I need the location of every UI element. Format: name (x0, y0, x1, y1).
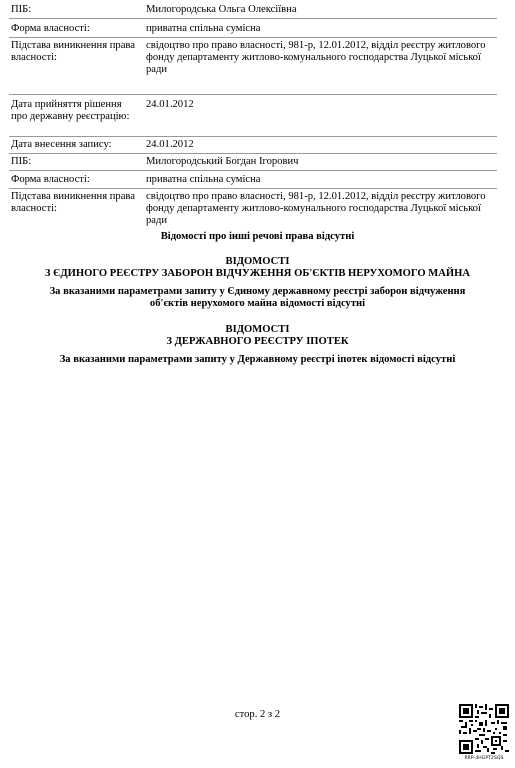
divider (9, 37, 497, 38)
owner1-form-value: приватна спільна сумісна (146, 23, 261, 34)
owner2-pib-label: ПІБ: (11, 156, 32, 167)
entry-date-label: Дата внесення запису: (11, 139, 112, 150)
entry-date-value: 24.01.2012 (146, 139, 194, 150)
bans-section-title-1: ВІДОМОСТІ (225, 256, 290, 267)
page-number: стор. 2 з 2 (234, 709, 281, 720)
owner1-basis-label: Підстава виникнення права власності: (11, 40, 135, 63)
decision-date-value: 24.01.2012 (146, 99, 194, 110)
decision-date-label: Дата прийняття рішення про державну реєстрацію: (11, 99, 130, 122)
divider (9, 136, 497, 137)
owner2-basis-value: свідоцтво про право власності, 981-р, 12.01.2012, відділ реєстру житлового фонду департаменту житлово-комунального господарства Луцької міської ради (146, 191, 486, 226)
mortgages-section-title-1: ВІДОМОСТІ (225, 324, 290, 335)
bans-message-1: За вказаними параметрами запиту у Єдиному державному реєстрі заборон відчуження (49, 286, 466, 297)
bans-message-2: об'єктів нерухомого майна відомості відсутні (149, 298, 366, 309)
owner2-basis-label: Підстава виникнення права власності: (11, 191, 135, 214)
mortgages-section-title-2: З ДЕРЖАВНОГО РЕЄСТРУ ІПОТЕК (166, 336, 349, 347)
divider (9, 188, 497, 189)
owner2-form-value: приватна спільна сумісна (146, 174, 261, 185)
divider (9, 94, 497, 95)
owner1-pib-label: ПІБ: (11, 4, 32, 15)
owner2-form-label: Форма власності: (11, 174, 90, 185)
owner1-basis-value: свідоцтво про право власності, 981-р, 12.01.2012, відділ реєстру житлового фонду департаменту житлово-комунального господарства Луцької міської ради (146, 40, 486, 75)
owner1-form-label: Форма власності: (11, 23, 90, 34)
other-rights-note: Відомості про інші речові права відсутні (160, 231, 355, 242)
divider (9, 170, 497, 171)
owner1-pib-value: Милогородська Ольга Олексіївна (146, 4, 297, 15)
owner2-pib-value: Милогородський Богдан Ігорович (146, 156, 299, 167)
mortgages-message: За вказаними параметрами запиту у Державному реєстрі іпотек відомості відсутні (59, 354, 456, 365)
qr-code-icon (459, 704, 509, 754)
bans-section-title-2: З ЄДИНОГО РЕЄСТРУ ЗАБОРОН ВІДЧУЖЕННЯ ОБ'ЄКТІВ НЕРУХОМОГО МАЙНА (44, 268, 471, 279)
divider (9, 18, 497, 19)
divider (9, 153, 497, 154)
qr-code-label: RRP-4HGPT2SQS (464, 756, 504, 761)
